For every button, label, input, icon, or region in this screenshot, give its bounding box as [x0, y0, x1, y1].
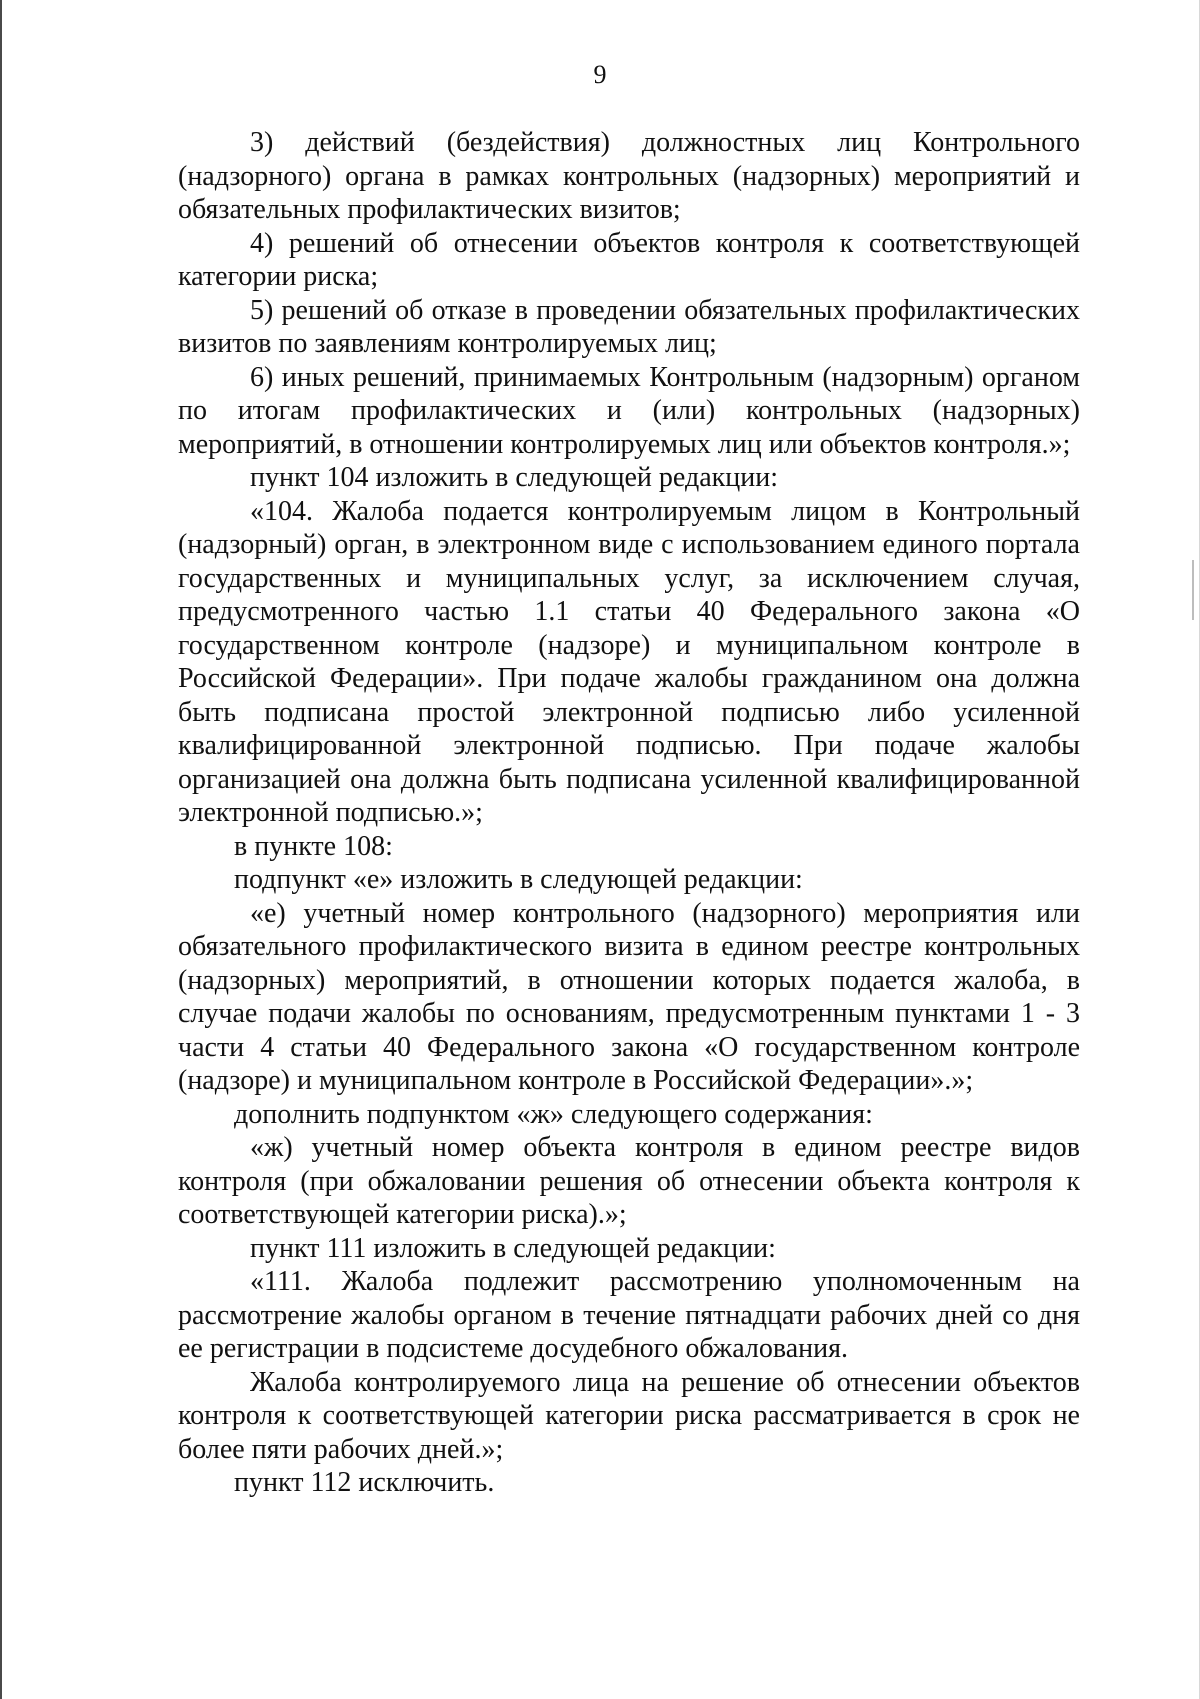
scan-artifact-mark: [1192, 560, 1194, 620]
paragraph-item-6: 6) иных решений, принимаемых Контрольным (надзорным) органом по итогам профилактических и (или) контрольных (надзорных) мероприятий, в отношении контролируемых лиц или объектов контроля.»;: [178, 361, 1080, 460]
page-number: 9: [593, 60, 607, 89]
paragraph-point-112: пункт 112 исключить.: [234, 1467, 495, 1498]
paragraph-subpoint-e-instruction: подпункт «е» изложить в следующей редакции:: [234, 864, 803, 895]
paragraph-item-5: 5) решений об отказе в проведении обязательных профилактических визитов по заявлениям контролируемых лиц;: [178, 294, 1080, 359]
paragraph-subpoint-e-text: «е) учетный номер контрольного (надзорного) мероприятия или обязательного профилактического визита в едином реестре контрольных (надзорных) мероприятий, в отношении которых подается жалоба, в случае подачи жалобы по основаниям, предусмотренным пунктами 1 - 3 части 4 статьи 40 Федерального закона «О государственном контроле (надзоре) и муниципальном контроле в Российской Федерации».»;: [178, 897, 1080, 1096]
paragraph-subpoint-zh-instruction: дополнить подпунктом «ж» следующего содержания:: [234, 1098, 873, 1130]
scan-left-border: [0, 0, 2, 1699]
document-body: [178, 126, 1080, 1500]
paragraph-point-111-second: Жалоба контролируемого лица на решение об отнесении объектов контроля к соответствующей категории риска рассматривается в срок не более пяти рабочих дней.»;: [178, 1366, 1080, 1465]
paragraph-point-111-instruction: пункт 111 изложить в следующей редакции:: [250, 1232, 776, 1264]
paragraph-point-104-text: «104. Жалоба подается контролируемым лицом в Контрольный (надзорный) орган, в электронном виде с использованием единого портала государственных и муниципальных услуг, за исключением случая, предусмотренного частью 1.1 статьи 40 Федерального закона «О государственном контроле (надзоре) и муниципальном контроле в Российской Федерации». При подаче жалобы гражданином она должна быть подписана простой электронной подписью либо усиленной квалифицированной электронной подписью. При подаче жалобы организацией она должна быть подписана усиленной квалифицированной электронной подписью.»;: [178, 495, 1080, 828]
paragraph-subpoint-zh-text: «ж) учетный номер объекта контроля в едином реестре видов контроля (при обжаловании решения об отнесении объекта контроля к соответствующей категории риска).»;: [178, 1132, 1080, 1230]
paragraph-item-3: 3) действий (бездействия) должностных лиц Контрольного (надзорного) органа в рамках контрольных (надзорных) мероприятий и обязательных профилактических визитов;: [178, 127, 1080, 225]
paragraph-point-108-heading: в пункте 108:: [234, 830, 393, 862]
paragraph-item-4: 4) решений об отнесении объектов контроля к соответствующей категории риска;: [178, 227, 1080, 292]
paragraph-point-111-text: «111. Жалоба подлежит рассмотрению уполномоченным на рассмотрение жалобы органом в течение пятнадцати рабочих дней со дня ее регистрации в подсистеме досудебного обжалования.: [178, 1266, 1080, 1364]
paragraph-point-104-instruction: пункт 104 изложить в следующей редакции:: [250, 462, 778, 493]
